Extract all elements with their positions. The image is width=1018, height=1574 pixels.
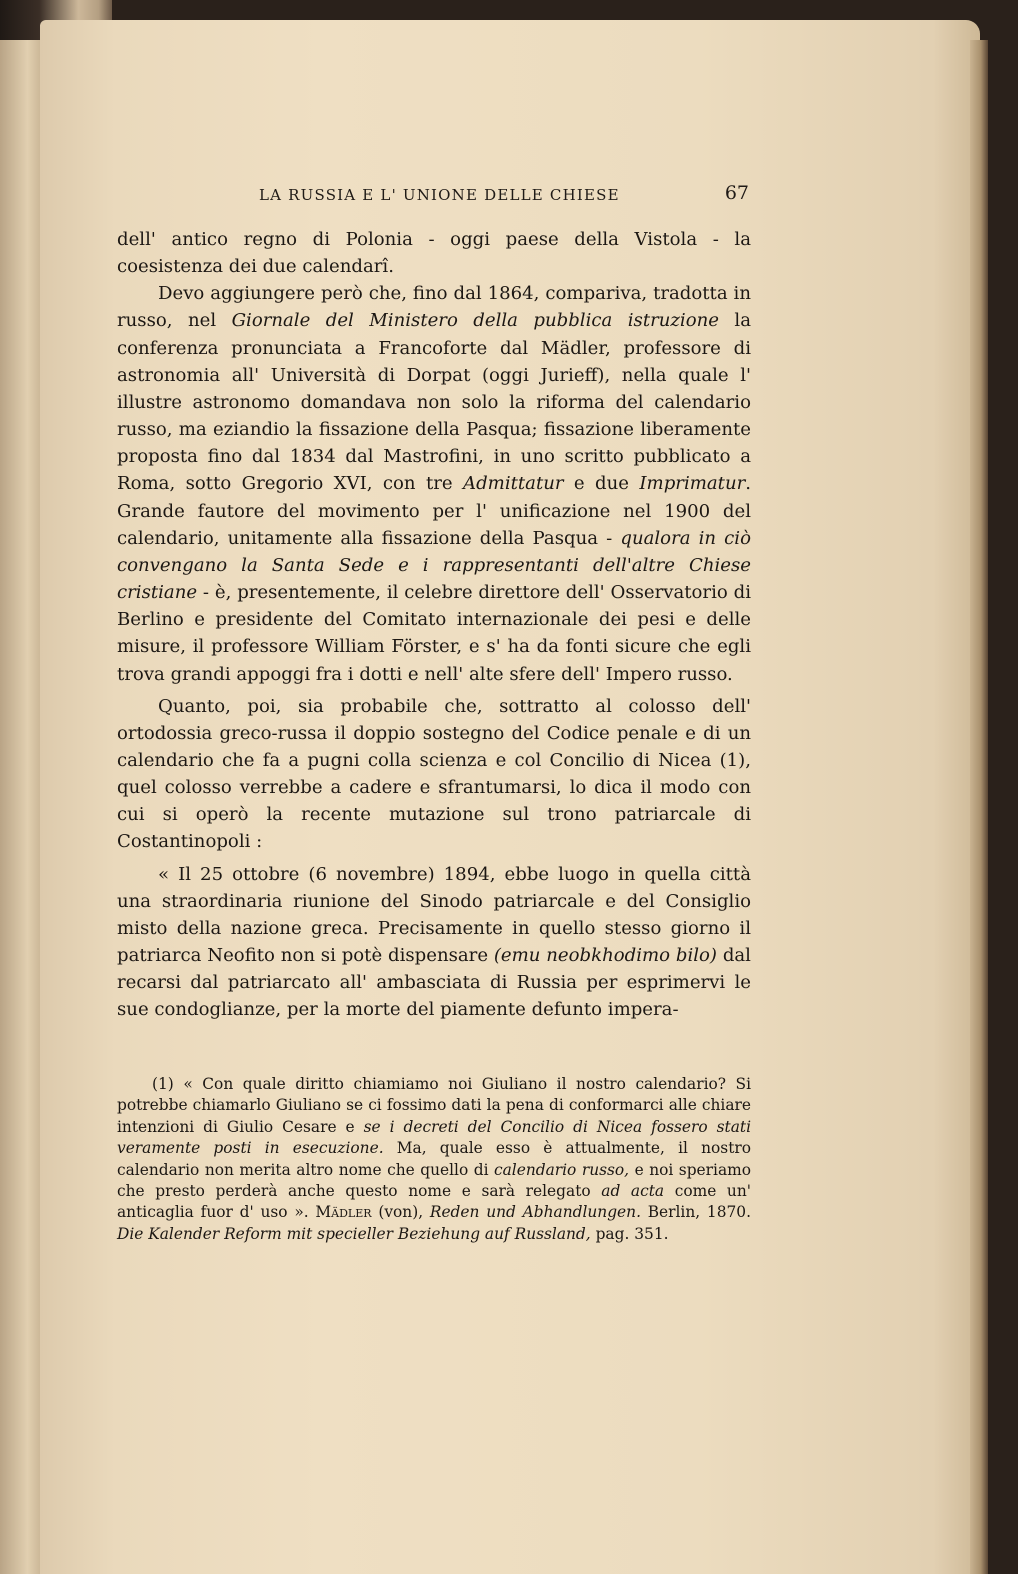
footnote [117,1074,751,1245]
italic-book-title: Reden und Abhandlungen. [429,1203,641,1222]
text-run: Ma, quale esso è attualmente, il nostro calendario non merita altro nome che quello di [117,1139,752,1179]
footnote-text [117,1074,751,1245]
text-run: . Grande fautore del movimento per l' unificazione nel 1900 del calendario, unitamente alla fissazione della Pasqua - [117,473,752,549]
running-title: LA RUSSIA E L' UNIONE DELLE CHIESE [259,186,620,204]
text-run: e due [563,473,640,495]
italic-journal-title: Giornale del Ministero della pubblica istruzione [231,310,719,332]
italic-admittatur: Admittatur [463,473,564,495]
text-run: e noi speriamo che presto perderà anche questo nome e sarà relegato [117,1160,751,1201]
text-run: Devo aggiungere però che, fino dal 1864, compariva, tradotta in russo, nel [117,283,751,332]
text-run: come un' anticaglia fuor d' uso ». [117,1182,751,1222]
italic-run: calendario russo, [494,1160,630,1179]
text-run: pag. 351. [590,1224,669,1243]
italic-condition: qualora in ciò convengano la Santa Sede e i rappresentanti dell'altre Chiese cristiane [117,527,751,604]
text-run: « Il 25 ottobre (6 novembre) 1894, ebbe luogo in quella città una straordinaria riunione del Sinodo patriarcale e del Consiglio misto della nazione greca. Precisamente in quello stesso giorno il patriarca Neofito non si potè dispensare [117,863,751,967]
page-stack-edge [970,40,988,1574]
italic-russian-phrase: (emu neobkhodimo bilo) [493,945,717,967]
body-text [117,226,751,1024]
paragraph-colosso: Quanto, poi, sia probabile che, sottratto al colosso dell' ortodossia greco-russa il doppio sostegno del Codice penale e di un calendario che fa a pugni colla scienza e col Concilio di Nicea (1), quel colosso verrebbe a cadere e sfrantumarsi, lo dica il modo con cui si operò la recente mutazione sul trono patriarcale di Costantinopoli : [117,695,751,853]
author-name: Mädler [315,1203,372,1222]
text-run: la conferenza pronunciata a Francoforte dal Mädler, professore di astronomia all' Università di Dorpat (oggi Jurieff), nella quale l' illustre astronomo domandava non solo la riforma del calendario russo, ma eziandio la fissazione della Pasqua; fissazione liberamente proposta fino dal 1834 dal Mastrofini, in uno scritto pubblicato a Roma, sotto Gregorio XVI, con tre [117,310,751,495]
text-run: - è, presentemente, il celebre direttore dell' Osservatorio di Berlino e presidente del Comitato internazionale dei pesi e delle misure, il professore William Förster, e s' ha da fonti sicure che egli trova grandi appoggi fra i dotti e nell' alte sfere dell' Impero russo. [117,582,751,685]
italic-run: se i decreti del Concilio di Nicea fossero stati veramente posti in esecuzione. [117,1117,751,1158]
paragraph-quotation [117,861,751,1024]
italic-imprimatur: Imprimatur [639,473,746,495]
text-run: (1) « Con quale diritto chiamiamo noi Giuliano il nostro calendario? Si potrebbe chiamarlo Giuliano se ci fossimo dati la pena di conformarci alle chiare intenzioni di Giulio Cesare e [117,1075,751,1136]
text-run: dal recarsi dal patriarcato all' ambasciata di Russia per esprimervi le sue condoglianze, per la morte del piamente defunto impera- [117,945,751,1021]
italic-book-title: Die Kalender Reform mit specieller Beziehung auf Russland, [117,1224,591,1243]
paragraph-madler-reform [117,280,751,687]
paragraph-continuation: dell' antico regno di Polonia - oggi paese della Vistola - la coesistenza dei due calendarî. [117,229,751,278]
text-run: Berlin, 1870. [640,1203,751,1222]
running-head [117,182,751,212]
text-run: (von), [371,1203,430,1222]
page-number: 67 [724,182,749,204]
italic-run: ad acta [601,1182,665,1201]
